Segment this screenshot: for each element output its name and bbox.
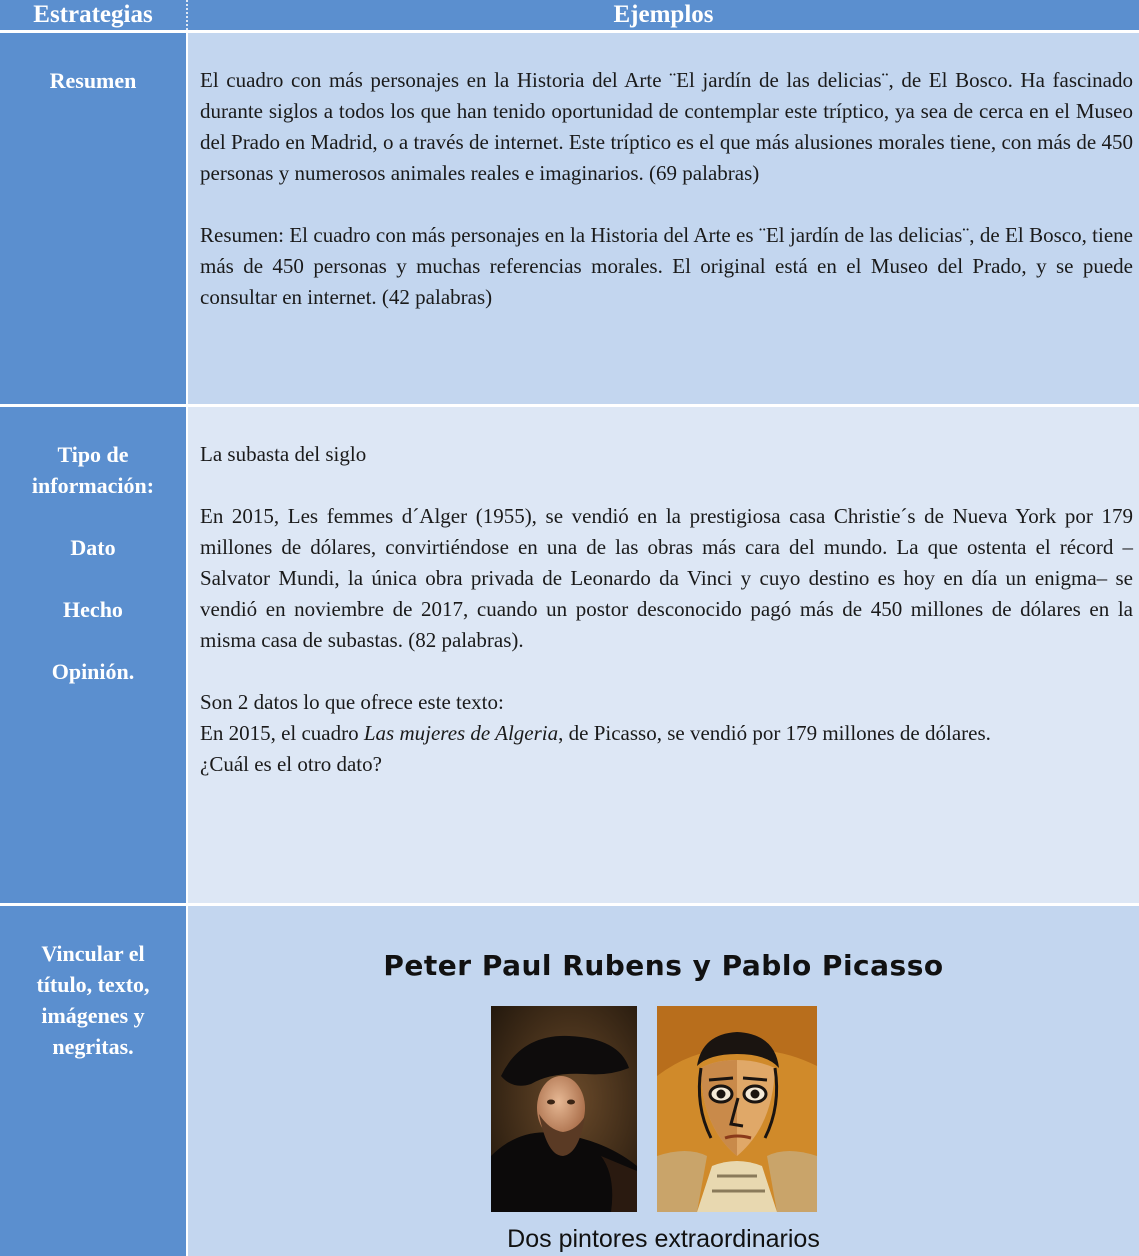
rubens-portrait-image [491,1006,637,1212]
dato-picasso [200,718,1133,749]
figure-caption: Dos pintores extraordinarios [507,1224,820,1253]
label-informacion: información: [31,473,155,499]
row-tipo-informacion [0,406,1139,905]
datos-intro: Son 2 datos lo que ofrece este texto: [200,690,504,715]
dato-post: , de Picasso, se vendió por 179 millones de dólares. [558,721,991,746]
header-ejemplos: Ejemplos [187,0,1139,32]
subasta-text: En 2015, Les femmes d´Alger (1955), se vendió en la prestigiosa casa Christie´s de Nueva York por 179 millones de dólares, convirtiéndose en una de las obras más cara del mundo. La que ostenta el récord –Salvator Mundi, la única obra privada de Leonardo da Vinci y cuyo destino es hoy en día un enigma– se vendió en noviembre de 2017, cuando un postor desconocido pagó más de 450 millones de dólares en la misma casa de subastas. (82 palabras). [200,504,1133,653]
content-cell-tipo [187,406,1139,905]
picasso-portrait-image [657,1006,817,1212]
dato-pre: En 2015, el cuadro [200,721,364,746]
label-vincular-4: negritas. [52,1033,134,1059]
label-cell-resumen [0,32,187,406]
figure-title: Peter Paul Rubens y Pablo Picasso [383,948,944,982]
label-vincular-3: imágenes y [41,1002,145,1028]
label-cell-vincular [0,904,187,1256]
label-hecho: Hecho [63,597,123,623]
label-dato: Dato [70,535,116,561]
subasta-title: La subasta del siglo [200,442,367,467]
header-row [0,0,1139,32]
row-vincular [0,904,1139,1256]
label-opinion: Opinión. [51,659,135,685]
dato-artwork-title: Las mujeres de Algeria [363,721,559,746]
label-cell-tipo [0,406,187,905]
resumen-summary-text: Resumen: El cuadro con más personajes en la Historia del Arte es ¨El jardín de las delicias¨, de El Bosco, tiene más de 450 personas y muchas referencias morales. El original está en el Museo del Prado, y se puede consultar en internet. (42 palabras) [200,223,1133,310]
header-estrategias: Estrategias [0,0,187,32]
label-tipo-de: Tipo de [57,442,129,468]
content-cell-resumen [187,32,1139,406]
label-vincular-2: título, texto, [36,971,150,997]
resumen-original-text: El cuadro con más personajes en la Historia del Arte ¨El jardín de las delicias¨, de El Bosco. Ha fascinado durante siglos a todos los que han tenido oportunidad de contemplar este tríptico, ya sea de cerca en el Museo del Prado en Madrid, o a través de internet. Este tríptico es el que más alusiones morales tiene, con más de 450 personas y numerosos animales reales e imaginarios. (69 palabras) [200,68,1133,186]
portraits-figure [188,906,1139,1255]
content-cell-vincular [187,904,1139,1256]
label-vincular-1: Vincular el [41,940,145,966]
otro-dato-question: ¿Cuál es el otro dato? [200,752,382,777]
row-resumen [0,32,1139,406]
label-resumen: Resumen [49,68,137,94]
